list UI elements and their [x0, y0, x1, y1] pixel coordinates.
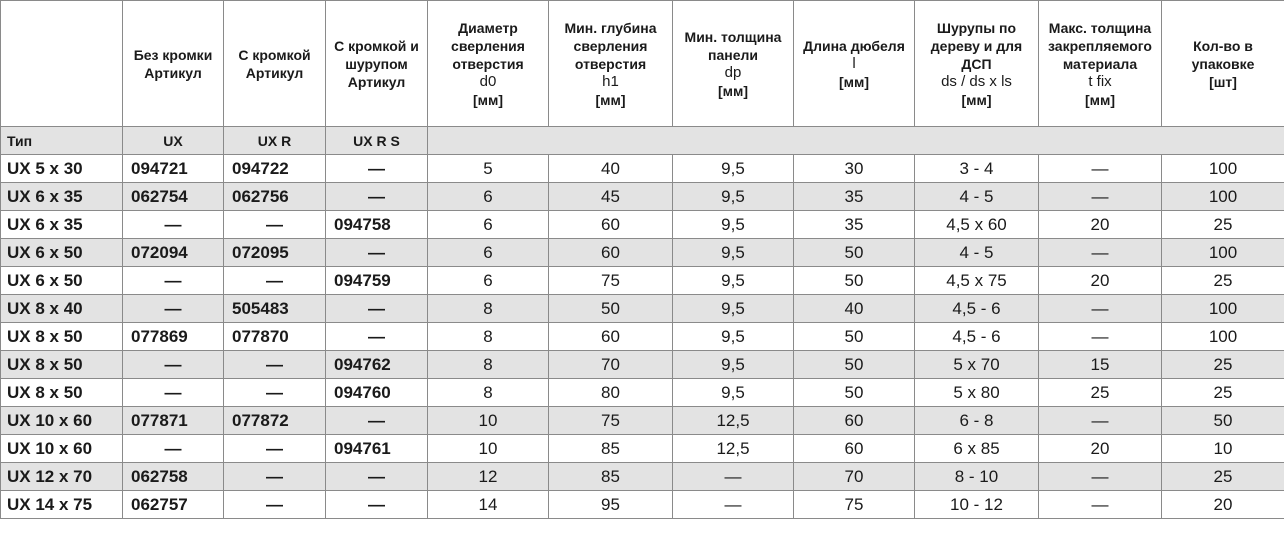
cell-no-edge-article: — — [123, 211, 224, 239]
cell-drill-diameter: 6 — [428, 239, 549, 267]
cell-edge-article: 077872 — [224, 407, 326, 435]
cell-quantity: 25 — [1162, 267, 1284, 295]
cell-quantity: 100 — [1162, 239, 1284, 267]
cell-edge-screw-article: 094758 — [326, 211, 428, 239]
cell-no-edge-article: 094721 — [123, 155, 224, 183]
cell-drill-diameter: 10 — [428, 435, 549, 463]
cell-type: UX 8 x 50 — [1, 379, 123, 407]
cell-type: UX 6 x 50 — [1, 239, 123, 267]
header-no-edge: Без кромки Артикул — [123, 1, 224, 127]
cell-quantity: 100 — [1162, 183, 1284, 211]
cell-max-thickness: — — [1039, 323, 1162, 351]
cell-no-edge-article: 072094 — [123, 239, 224, 267]
cell-edge-screw-article: 094762 — [326, 351, 428, 379]
cell-edge-screw-article: — — [326, 155, 428, 183]
header-edge: С кромкой Артикул — [224, 1, 326, 127]
table-row — [1, 351, 1284, 379]
cell-quantity: 100 — [1162, 155, 1284, 183]
cell-max-thickness: — — [1039, 183, 1162, 211]
cell-panel-thickness: 9,5 — [673, 211, 794, 239]
cell-type: UX 8 x 40 — [1, 295, 123, 323]
table-row — [1, 379, 1284, 407]
cell-panel-thickness: 12,5 — [673, 407, 794, 435]
cell-drill-diameter: 8 — [428, 351, 549, 379]
cell-screws: 5 x 80 — [915, 379, 1039, 407]
cell-quantity: 25 — [1162, 463, 1284, 491]
cell-no-edge-article: — — [123, 379, 224, 407]
header-panel-thickness: Мин. толщина панели dp [мм] — [673, 1, 794, 127]
cell-panel-thickness: 12,5 — [673, 435, 794, 463]
cell-no-edge-article: — — [123, 351, 224, 379]
cell-edge-article: — — [224, 463, 326, 491]
cell-type: UX 10 x 60 — [1, 407, 123, 435]
cell-type: UX 6 x 50 — [1, 267, 123, 295]
cell-drill-depth: 60 — [549, 239, 673, 267]
cell-panel-thickness: 9,5 — [673, 323, 794, 351]
cell-max-thickness: — — [1039, 239, 1162, 267]
cell-quantity: 50 — [1162, 407, 1284, 435]
header-max-thickness: Макс. толщина закрепляемого материала t fix [мм] — [1039, 1, 1162, 127]
cell-panel-thickness: 9,5 — [673, 351, 794, 379]
cell-panel-thickness: 9,5 — [673, 267, 794, 295]
cell-drill-diameter: 6 — [428, 211, 549, 239]
cell-edge-screw-article: — — [326, 239, 428, 267]
cell-dowel-length: 40 — [794, 295, 915, 323]
header-dowel-length: Длина дюбеля l [мм] — [794, 1, 915, 127]
cell-edge-screw-article: — — [326, 491, 428, 519]
cell-max-thickness: 25 — [1039, 379, 1162, 407]
table-row — [1, 239, 1284, 267]
cell-panel-thickness: 9,5 — [673, 183, 794, 211]
cell-drill-diameter: 8 — [428, 323, 549, 351]
cell-screws: 4,5 - 6 — [915, 295, 1039, 323]
cell-quantity: 25 — [1162, 379, 1284, 407]
cell-screws: 10 - 12 — [915, 491, 1039, 519]
cell-drill-depth: 40 — [549, 155, 673, 183]
cell-edge-article: — — [224, 379, 326, 407]
cell-edge-article: 505483 — [224, 295, 326, 323]
cell-dowel-length: 60 — [794, 435, 915, 463]
cell-no-edge-article: 062758 — [123, 463, 224, 491]
cell-panel-thickness: 9,5 — [673, 379, 794, 407]
cell-edge-screw-article: 094759 — [326, 267, 428, 295]
header-row — [1, 1, 1284, 127]
table-row — [1, 155, 1284, 183]
cell-type: UX 10 x 60 — [1, 435, 123, 463]
table-row — [1, 407, 1284, 435]
cell-screws: 3 - 4 — [915, 155, 1039, 183]
cell-drill-depth: 50 — [549, 295, 673, 323]
cell-panel-thickness: 9,5 — [673, 295, 794, 323]
header-drill-depth: Мин. глубина сверления отверстия h1 [мм] — [549, 1, 673, 127]
table-row — [1, 295, 1284, 323]
cell-edge-article: — — [224, 351, 326, 379]
header-screws: Шурупы по дереву и для ДСП ds / ds x ls [мм] — [915, 1, 1039, 127]
cell-no-edge-article: — — [123, 295, 224, 323]
cell-drill-depth: 95 — [549, 491, 673, 519]
cell-edge-article: 077870 — [224, 323, 326, 351]
cell-screws: 4,5 x 60 — [915, 211, 1039, 239]
table-row — [1, 183, 1284, 211]
type-row — [1, 127, 1284, 155]
table-body — [1, 155, 1284, 519]
cell-edge-screw-article: — — [326, 463, 428, 491]
cell-no-edge-article: 062757 — [123, 491, 224, 519]
header-quantity: Кол-во в упаковке [шт] — [1162, 1, 1284, 127]
cell-drill-diameter: 6 — [428, 183, 549, 211]
cell-screws: 4,5 x 75 — [915, 267, 1039, 295]
header-drill-diameter: Диаметр сверления отверстия d0 [мм] — [428, 1, 549, 127]
cell-max-thickness: — — [1039, 491, 1162, 519]
cell-dowel-length: 35 — [794, 183, 915, 211]
cell-no-edge-article: — — [123, 435, 224, 463]
cell-screws: 5 x 70 — [915, 351, 1039, 379]
cell-edge-article: — — [224, 435, 326, 463]
cell-type: UX 5 x 30 — [1, 155, 123, 183]
cell-dowel-length: 35 — [794, 211, 915, 239]
cell-max-thickness: 15 — [1039, 351, 1162, 379]
cell-drill-depth: 60 — [549, 323, 673, 351]
cell-max-thickness: 20 — [1039, 211, 1162, 239]
cell-dowel-length: 50 — [794, 323, 915, 351]
cell-edge-screw-article: 094760 — [326, 379, 428, 407]
header-empty — [1, 1, 123, 127]
cell-max-thickness: — — [1039, 463, 1162, 491]
cell-max-thickness: — — [1039, 155, 1162, 183]
cell-screws: 8 - 10 — [915, 463, 1039, 491]
cell-dowel-length: 30 — [794, 155, 915, 183]
cell-screws: 4,5 - 6 — [915, 323, 1039, 351]
type-ux: UX — [123, 127, 224, 155]
cell-type: UX 14 x 75 — [1, 491, 123, 519]
cell-edge-article: — — [224, 491, 326, 519]
cell-no-edge-article: 062754 — [123, 183, 224, 211]
cell-quantity: 100 — [1162, 323, 1284, 351]
cell-quantity: 100 — [1162, 295, 1284, 323]
cell-max-thickness: 20 — [1039, 435, 1162, 463]
cell-dowel-length: 50 — [794, 239, 915, 267]
table-row — [1, 267, 1284, 295]
cell-dowel-length: 60 — [794, 407, 915, 435]
cell-edge-article: — — [224, 267, 326, 295]
cell-type: UX 12 x 70 — [1, 463, 123, 491]
cell-no-edge-article: 077871 — [123, 407, 224, 435]
cell-drill-diameter: 10 — [428, 407, 549, 435]
cell-quantity: 10 — [1162, 435, 1284, 463]
header-edge-screw: С кромкой и шурупом Артикул — [326, 1, 428, 127]
cell-edge-screw-article: — — [326, 323, 428, 351]
type-uxrs: UX R S — [326, 127, 428, 155]
cell-max-thickness: — — [1039, 407, 1162, 435]
cell-type: UX 6 x 35 — [1, 183, 123, 211]
cell-drill-diameter: 8 — [428, 379, 549, 407]
cell-dowel-length: 75 — [794, 491, 915, 519]
cell-drill-diameter: 6 — [428, 267, 549, 295]
cell-type: UX 8 x 50 — [1, 351, 123, 379]
cell-no-edge-article: 077869 — [123, 323, 224, 351]
cell-type: UX 8 x 50 — [1, 323, 123, 351]
cell-quantity: 25 — [1162, 351, 1284, 379]
cell-drill-depth: 70 — [549, 351, 673, 379]
cell-drill-depth: 80 — [549, 379, 673, 407]
cell-drill-diameter: 12 — [428, 463, 549, 491]
cell-edge-article: 062756 — [224, 183, 326, 211]
cell-screws: 4 - 5 — [915, 183, 1039, 211]
cell-dowel-length: 50 — [794, 351, 915, 379]
cell-drill-diameter: 14 — [428, 491, 549, 519]
cell-drill-diameter: 8 — [428, 295, 549, 323]
cell-no-edge-article: — — [123, 267, 224, 295]
cell-drill-depth: 85 — [549, 463, 673, 491]
cell-edge-screw-article: — — [326, 183, 428, 211]
cell-quantity: 20 — [1162, 491, 1284, 519]
table-row — [1, 435, 1284, 463]
cell-max-thickness: 20 — [1039, 267, 1162, 295]
cell-dowel-length: 70 — [794, 463, 915, 491]
table-row — [1, 323, 1284, 351]
cell-type: UX 6 x 35 — [1, 211, 123, 239]
cell-screws: 4 - 5 — [915, 239, 1039, 267]
type-label: Тип — [1, 127, 123, 155]
cell-drill-diameter: 5 — [428, 155, 549, 183]
cell-edge-screw-article: — — [326, 295, 428, 323]
cell-screws: 6 - 8 — [915, 407, 1039, 435]
cell-edge-article: 094722 — [224, 155, 326, 183]
cell-drill-depth: 85 — [549, 435, 673, 463]
table-row — [1, 491, 1284, 519]
table-row — [1, 211, 1284, 239]
cell-drill-depth: 45 — [549, 183, 673, 211]
type-row-filler — [428, 127, 1284, 155]
cell-edge-article: 072095 — [224, 239, 326, 267]
cell-drill-depth: 60 — [549, 211, 673, 239]
type-uxr: UX R — [224, 127, 326, 155]
cell-drill-depth: 75 — [549, 267, 673, 295]
cell-panel-thickness: — — [673, 463, 794, 491]
cell-dowel-length: 50 — [794, 267, 915, 295]
cell-screws: 6 x 85 — [915, 435, 1039, 463]
cell-edge-screw-article: 094761 — [326, 435, 428, 463]
cell-panel-thickness: 9,5 — [673, 239, 794, 267]
cell-panel-thickness: — — [673, 491, 794, 519]
cell-quantity: 25 — [1162, 211, 1284, 239]
cell-drill-depth: 75 — [549, 407, 673, 435]
cell-edge-article: — — [224, 211, 326, 239]
cell-dowel-length: 50 — [794, 379, 915, 407]
table-row — [1, 463, 1284, 491]
cell-edge-screw-article: — — [326, 407, 428, 435]
cell-max-thickness: — — [1039, 295, 1162, 323]
cell-panel-thickness: 9,5 — [673, 155, 794, 183]
